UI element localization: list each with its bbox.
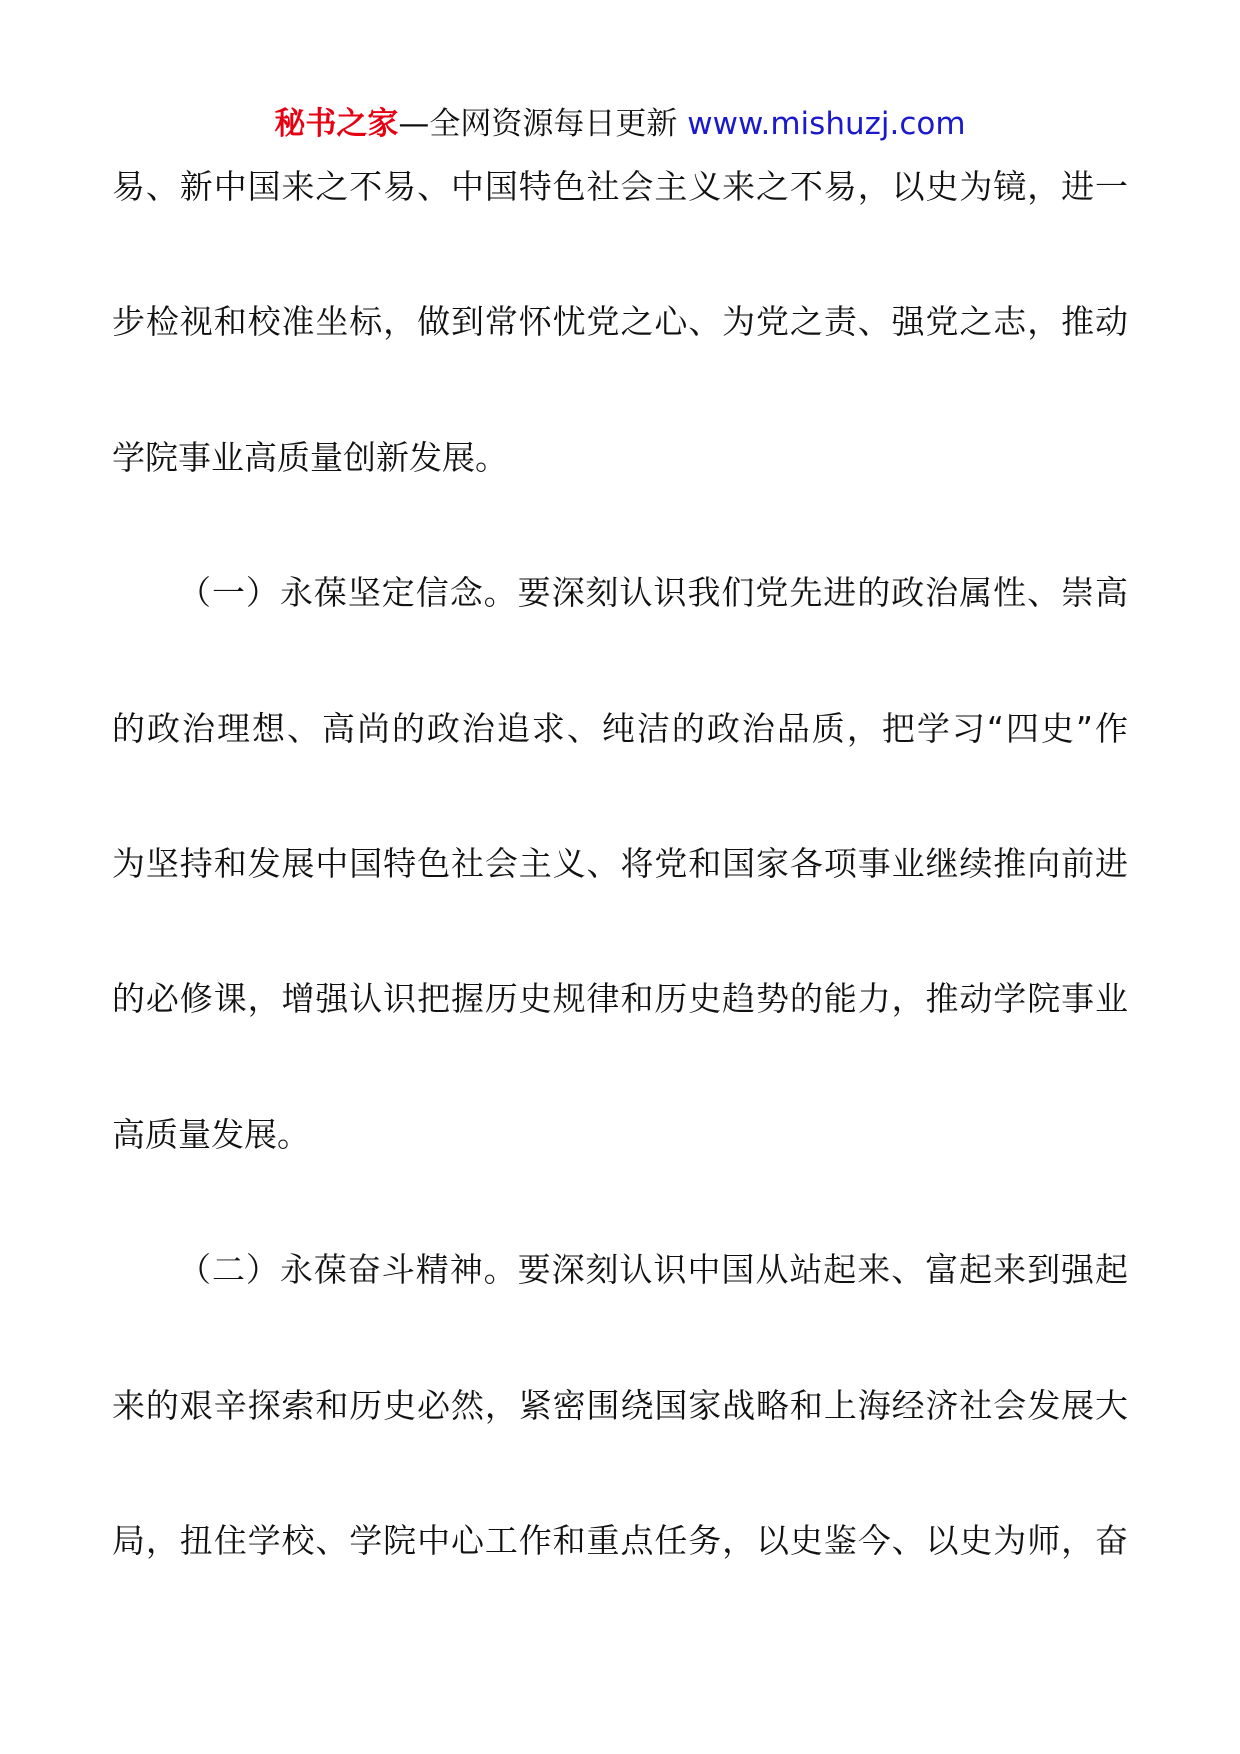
- text-line: 学院事业高质量创新发展。: [112, 437, 508, 477]
- text-line: 局，扭住学校、学院中心工作和重点任务，以史鉴今、以史为师，奋: [112, 1520, 1128, 1560]
- site-url-link[interactable]: www.mishuzj.com: [687, 106, 966, 142]
- text-line: 的政治理想、高尚的政治追求、纯洁的政治品质，把学习“四史”作: [112, 708, 1128, 748]
- text-line: 步检视和校准坐标，做到常怀忧党之心、为党之责、强党之志，推动: [112, 302, 1128, 342]
- text-line: 来的艰辛探索和历史必然，紧密围绕国家战略和上海经济社会发展大: [112, 1385, 1128, 1425]
- text-line: 易、新中国来之不易、中国特色社会主义来之不易，以史为镜，进一: [112, 167, 1128, 206]
- site-header: [0, 104, 1240, 144]
- section-heading-line: （二）永葆奋斗精神。要深刻认识中国从站起来、富起来到强起: [178, 1250, 1128, 1290]
- section-heading-line: （一）永葆坚定信念。要深刻认识我们党先进的政治属性、崇高: [178, 573, 1128, 613]
- text-line: 的必修课，增强认识把握历史规律和历史趋势的能力，推动学院事业: [112, 979, 1128, 1019]
- site-slogan: —全网资源每日更新: [398, 106, 678, 142]
- text-line: 高质量发展。: [112, 1114, 310, 1154]
- site-brand: 秘书之家: [274, 106, 399, 142]
- text-line: 为坚持和发展中国特色社会主义、将党和国家各项事业继续推向前进: [112, 843, 1128, 883]
- document-body: [112, 165, 1128, 1654]
